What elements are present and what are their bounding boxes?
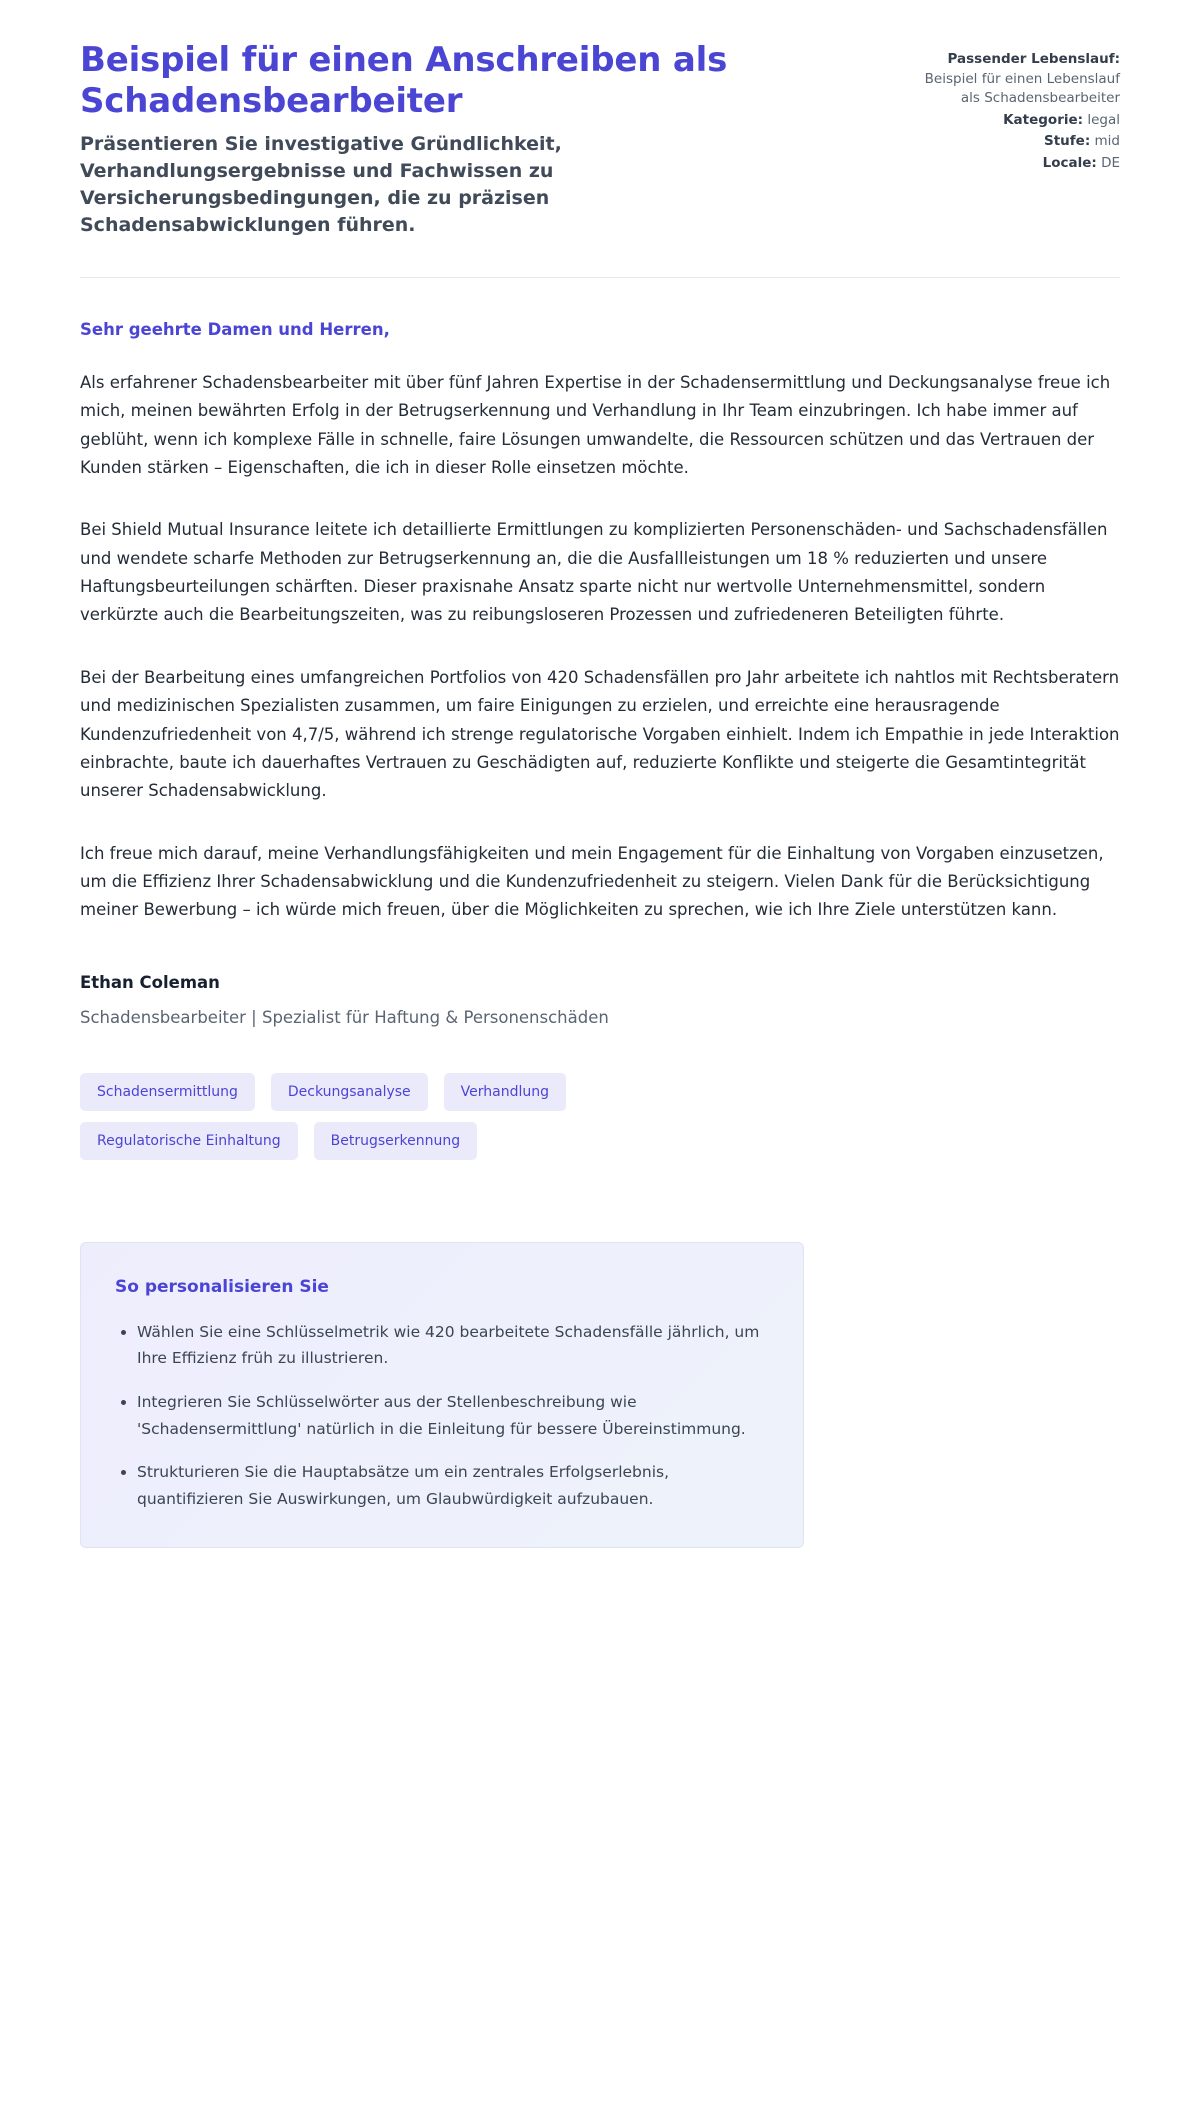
signature-role: Schadensbearbeiter | Spezialist für Haftung & Personenschäden [80, 1007, 609, 1027]
skill-tag[interactable]: Verhandlung [444, 1073, 566, 1111]
document-header [80, 40, 1120, 239]
skill-tag[interactable]: Deckungsanalyse [271, 1073, 428, 1111]
metadata-value: DE [1101, 154, 1120, 171]
signature-name: Ethan Coleman [80, 972, 220, 992]
metadata-label: Stufe: [1044, 133, 1091, 150]
metadata-label: Kategorie: [1003, 111, 1084, 128]
metadata-row-matching-resume [905, 50, 1120, 109]
callout-tip-item: • Wählen Sie eine Schlüsselmetrik wie 420 bearbeitete Schadensfälle jährlich, um Ihre Effizienz früh zu illustrieren. [137, 1319, 765, 1372]
personalization-callout [80, 1242, 804, 1548]
skill-tag[interactable]: Regulatorische Einhaltung [80, 1122, 298, 1160]
metadata-row-category [905, 111, 1120, 131]
letter-paragraph: Bei der Bearbeitung eines umfangreichen Portfolios von 420 Schadensfällen pro Jahr arbeitete ich nahtlos mit Rechtsberatern und medizinischen Spezialisten zusammen, um faire Einigungen zu erzielen, und erreichte eine herausragende Kundenzufriedenheit von 4,7/5, während ich strenge regulatorische Vorgaben einhielt. Indem ich Empathie in jede Interaktion einbrachte, baute ich dauerhaftes Vertrauen zu Geschädigten auf, reduzierte Konflikte und steigerte die Gesamtintegrität unserer Schadensabwicklung. [80, 667, 1120, 801]
metadata-value: legal [1087, 111, 1120, 128]
page-title: Beispiel für einen Anschreiben als Schadensbearbeiter [80, 40, 728, 122]
callout-tip-item: • Integrieren Sie Schlüsselwörter aus der Stellenbeschreibung wie 'Schadensermittlung' natürlich in die Einleitung für bessere Übereinstimmung. [137, 1389, 765, 1442]
metadata-label: Locale: [1042, 154, 1097, 171]
skill-tag[interactable]: Betrugserkennung [314, 1122, 478, 1160]
cover-letter-body [80, 278, 1120, 1548]
metadata-label: Passender Lebenslauf: [947, 51, 1120, 67]
metadata-value: mid [1094, 133, 1120, 150]
letter-salutation: Sehr geehrte Damen und Herren, [80, 319, 390, 339]
skill-tag-list [80, 1073, 740, 1160]
metadata-value: Beispiel für einen Lebenslauf als Schadensbearbeiter [924, 70, 1120, 107]
page-subtitle: Präsentieren Sie investigative Gründlichkeit, Verhandlungsergebnisse und Fachwissen zu Versicherungsbedingungen, die zu präzisen Schadensabwicklungen führen. [80, 132, 562, 236]
metadata-row-level [905, 132, 1120, 152]
callout-tip-item: • Strukturieren Sie die Hauptabsätze um ein zentrales Erfolgserlebnis, quantifizieren Sie Auswirkungen, um Glaubwürdigkeit aufzubauen. [137, 1459, 765, 1512]
letter-paragraph: Bei Shield Mutual Insurance leitete ich detaillierte Ermittlungen zu komplizierten Personenschäden- und Sachschadensfällen und wendete scharfe Methoden zur Betrugserkennung an, die die Ausfallleistungen um 18 % reduzierten und unsere Haftungsbeurteilungen schärften. Dieser praxisnahe Ansatz sparte nicht nur wertvolle Unternehmensmittel, sondern verkürzte auch die Bearbeitungszeiten, was zu reibungsloseren Prozessen und zufriedeneren Beteiligten führte. [80, 520, 1108, 625]
header-title-block [80, 40, 780, 239]
letter-paragraph: Als erfahrener Schadensbearbeiter mit über fünf Jahren Expertise in der Schadensermittlung und Deckungsanalyse freue ich mich, meinen bewährten Erfolg in der Betrugserkennung und Verhandlung in Ihr Team einzubringen. Ich habe immer auf geblüht, wenn ich komplexe Fälle in schnelle, faire Lösungen umwandelte, die Ressourcen schützen und das Vertrauen der Kunden stärken – Eigenschaften, die ich in dieser Rolle einsetzen möchte. [80, 372, 1111, 477]
callout-tip-list [115, 1319, 765, 1513]
metadata-row-locale [905, 154, 1120, 174]
callout-title: So personalisieren Sie [115, 1276, 329, 1297]
letter-signature [80, 973, 1120, 1027]
document-metadata [905, 40, 1120, 175]
skill-tag[interactable]: Schadensermittlung [80, 1073, 255, 1111]
letter-paragraph: Ich freue mich darauf, meine Verhandlungsfähigkeiten und mein Engagement für die Einhaltung von Vorgaben einzusetzen, um die Effizienz Ihrer Schadensabwicklung und die Kundenzufriedenheit zu steigern. Vielen Dank für die Berücksichtigung meiner Bewerbung – ich würde mich freuen, über die Möglichkeiten zu sprechen, wie ich Ihre Ziele unterstützen kann. [80, 843, 1104, 920]
